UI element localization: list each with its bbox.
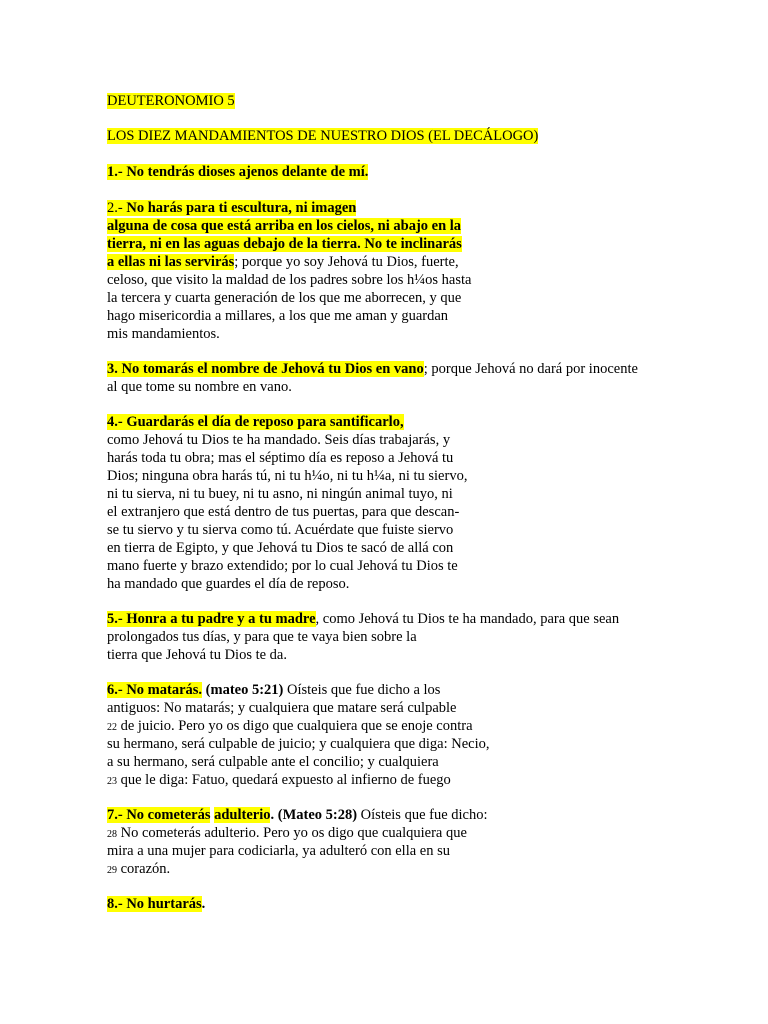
text-line: antiguos: No matarás; y cualquiera que matare será culpable bbox=[107, 700, 457, 716]
text-line: 22 de juicio. Pero yo os digo que cualquiera que se enoje contra bbox=[107, 718, 473, 734]
text-line: celoso, que visito la maldad de los padres sobre los h¼os hasta bbox=[107, 272, 472, 288]
text-line: 3. No tomarás el nombre de Jehová tu Dios en vano; porque Jehová no dará por inocente bbox=[107, 361, 638, 377]
text-line: 28 No cometerás adulterio. Pero yo os digo que cualquiera que bbox=[107, 825, 467, 841]
text-line: ni tu sierva, ni tu buey, ni tu asno, ni ningún animal tuyo, ni bbox=[107, 486, 453, 502]
text-line: 6.- No matarás. (mateo 5:21) Oísteis que fue dicho a los bbox=[107, 682, 441, 698]
text-line: hago misericordia a millares, a los que me aman y guardan bbox=[107, 308, 449, 324]
document-title: DEUTERONOMIO 5 bbox=[107, 93, 235, 109]
text-line: prolongados tus días, y para que te vaya bien sobre la bbox=[107, 629, 417, 645]
text-line: 29 corazón. bbox=[107, 861, 171, 877]
text-line: en tierra de Egipto, y que Jehová tu Dios te sacó de allá con bbox=[107, 540, 454, 556]
text-line: el extranjero que está dentro de tus puertas, para que descan- bbox=[107, 504, 460, 520]
text-line: 7.- No cometerás adulterio. (Mateo 5:28) Oísteis que fue dicho: bbox=[107, 807, 488, 823]
text-line: se tu siervo y tu sierva como tú. Acuérdate que fuiste siervo bbox=[107, 522, 454, 538]
text-line: 2.- No harás para ti escultura, ni imagen bbox=[107, 200, 357, 216]
verse-number: 23 bbox=[107, 776, 117, 787]
text-line: 23 que le diga: Fatuo, quedará expuesto al infierno de fuego bbox=[107, 772, 451, 788]
text-line: alguna de cosa que está arriba en los cielos, ni abajo en la bbox=[107, 218, 462, 234]
text-line: como Jehová tu Dios te ha mandado. Seis días trabajarás, y bbox=[107, 432, 451, 448]
text-line: mano fuerte y brazo extendido; por lo cual Jehová tu Dios te bbox=[107, 558, 458, 574]
text-line: Dios; ninguna obra harás tú, ni tu h¼o, ni tu h¼a, ni tu siervo, bbox=[107, 468, 468, 484]
commandment-1: 1.- No tendrás dioses ajenos delante de mí. bbox=[107, 164, 369, 180]
text-line: harás toda tu obra; mas el séptimo día es reposo a Jehová tu bbox=[107, 450, 454, 466]
text-line: al que tome su nombre en vano. bbox=[107, 379, 292, 395]
text-line: 4.- Guardarás el día de reposo para santificarlo, bbox=[107, 414, 404, 430]
text-line: la tercera y cuarta generación de los que me aborrecen, y que bbox=[107, 290, 462, 306]
text-line: mira a una mujer para codiciarla, ya adulteró con ella en su bbox=[107, 843, 451, 859]
text-line: a su hermano, será culpable ante el concilio; y cualquiera bbox=[107, 754, 439, 770]
text-line: ha mandado que guardes el día de reposo. bbox=[107, 576, 350, 592]
verse-number: 22 bbox=[107, 722, 117, 733]
document-subtitle: LOS DIEZ MANDAMIENTOS DE NUESTRO DIOS (EL DECÁLOGO) bbox=[107, 128, 539, 144]
text-line: tierra, ni en las aguas debajo de la tierra. No te inclinarás bbox=[107, 236, 462, 252]
commandment-8: 8.- No hurtarás. bbox=[107, 896, 206, 912]
text-line: mis mandamientos. bbox=[107, 326, 220, 342]
text-line: su hermano, será culpable de juicio; y cualquiera que diga: Necio, bbox=[107, 736, 490, 752]
verse-number: 29 bbox=[107, 865, 117, 876]
verse-number: 28 bbox=[107, 829, 117, 840]
text-line: a ellas ni las servirás; porque yo soy Jehová tu Dios, fuerte, bbox=[107, 254, 459, 270]
text-line: tierra que Jehová tu Dios te da. bbox=[107, 647, 287, 663]
text-line: 5.- Honra a tu padre y a tu madre, como Jehová tu Dios te ha mandado, para que sean bbox=[107, 611, 620, 627]
